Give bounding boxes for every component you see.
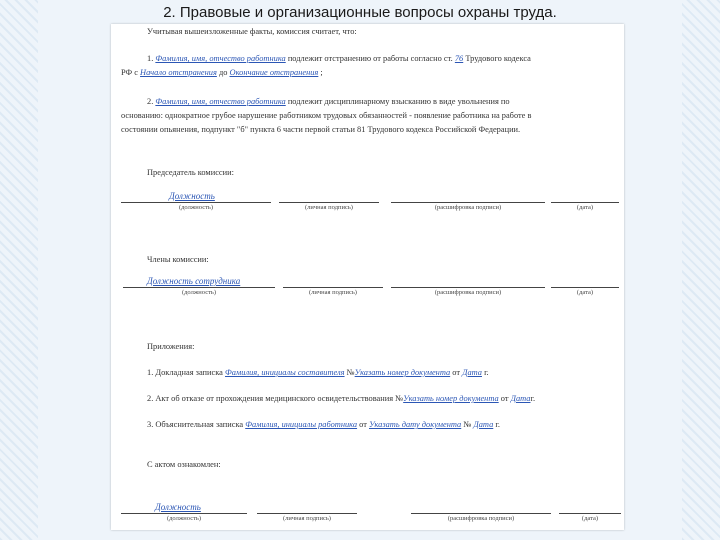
chair-heading: Председатель комиссии: — [147, 168, 234, 177]
chair-position-field[interactable]: Должность — [169, 191, 215, 201]
attachment-item-3 — [147, 420, 500, 429]
signature-line — [257, 513, 357, 514]
suspension-start-field[interactable]: Начало отстранения — [140, 68, 217, 77]
date-field[interactable]: Дата — [510, 394, 531, 403]
members-heading: Члены комиссии: — [147, 255, 209, 264]
document-number-field[interactable]: Указать номер документа — [403, 394, 499, 403]
caption-date: (дата) — [576, 204, 594, 211]
signature-line — [279, 202, 379, 203]
signature-line — [551, 287, 619, 288]
document-number-field[interactable]: Указать номер документа — [354, 368, 451, 377]
attachment-text: от — [359, 420, 367, 429]
paragraph-number: 1. — [147, 54, 154, 63]
signature-line — [283, 287, 383, 288]
paragraph-text: РФ с — [121, 68, 138, 77]
acquainted-position-field[interactable]: Должность — [155, 502, 201, 512]
attachment-text: от — [500, 394, 509, 403]
employee-name-field[interactable]: Фамилия, инициалы работника — [245, 420, 358, 429]
paragraph-text: подлежит отстранению от работы согласно ст. — [287, 54, 453, 63]
date-field[interactable]: Дата — [462, 368, 482, 377]
paragraph-text: подлежит дисциплинарному взысканию в виде увольнения по — [287, 97, 510, 106]
attachment-text: № — [346, 368, 355, 377]
document-page — [111, 24, 624, 530]
paragraph-text: ; — [320, 68, 323, 77]
attachment-item-1 — [147, 368, 489, 377]
caption-date: (дата) — [576, 289, 594, 296]
member-position-field[interactable]: Должность сотрудника — [147, 276, 241, 286]
caption-signature-decode: (расшифровка подписи) — [434, 289, 502, 296]
signature-line — [121, 513, 247, 514]
paragraph-1-line-2 — [121, 68, 323, 77]
signature-line — [551, 202, 619, 203]
signature-line — [123, 287, 275, 288]
signature-line — [391, 287, 545, 288]
suspension-end-field[interactable]: Окончание отстранения — [229, 68, 319, 77]
paragraph-number: 2. — [147, 97, 154, 106]
attachment-text: г. — [530, 394, 536, 403]
attachment-number: 1. — [147, 368, 154, 377]
paragraph-text: до — [218, 68, 228, 77]
attachment-text: г. — [495, 420, 500, 429]
employee-name-field[interactable]: Фамилия, имя, отчество работника — [155, 97, 286, 106]
caption-signature: (личная подпись) — [309, 289, 357, 296]
caption-position: (должность) — [166, 515, 202, 522]
attachment-number: 2. — [147, 394, 154, 403]
attachment-text: № — [463, 420, 472, 429]
attachment-text: Акт об отказе от прохождения медицинского освидетельствования № — [155, 394, 404, 403]
caption-signature: (личная подпись) — [305, 204, 353, 211]
slide-frame-right — [682, 0, 720, 540]
caption-position: (должность) — [178, 204, 214, 211]
caption-signature-decode: (расшифровка подписи) — [434, 204, 502, 211]
attachment-text: г. — [484, 368, 489, 377]
date-field[interactable]: Дата — [473, 420, 494, 429]
attachment-text: от — [452, 368, 461, 377]
caption-signature: (личная подпись) — [283, 515, 331, 522]
slide-frame-left — [0, 0, 38, 540]
attachment-item-2 — [147, 394, 535, 403]
paragraph-2-line-3: состоянии опьянения, подпункт "б" пункта 6 части первой статьи 81 Трудового кодекса Российской Федерации. — [121, 125, 521, 134]
attachment-text: Объяснительная записка — [155, 420, 244, 429]
paragraph-text: Трудового кодекса — [465, 54, 531, 63]
attachment-number: 3. — [147, 420, 154, 429]
employee-name-field[interactable]: Фамилия, имя, отчество работника — [155, 54, 286, 63]
signature-line — [411, 513, 551, 514]
slide-title: 2. Правовые и организационные вопросы охраны труда. — [163, 4, 557, 21]
article-number-field[interactable]: 76 — [454, 54, 464, 63]
signature-line — [559, 513, 621, 514]
caption-signature-decode: (расшифровка подписи) — [447, 515, 515, 522]
paragraph-2-line-2: основанию: однократное грубое нарушение работником трудовых обязанностей - появление работника на работе в — [121, 111, 532, 120]
paragraph-2-line-1 — [147, 97, 510, 106]
caption-date: (дата) — [581, 515, 599, 522]
paragraph-1-line-1 — [147, 54, 531, 63]
attachment-text: Докладная записка — [155, 368, 223, 377]
document-date-field[interactable]: Указать дату документа — [369, 420, 462, 429]
acquainted-heading: С актом ознакомлен: — [147, 460, 221, 469]
author-field[interactable]: Фамилия, инициалы составителя — [225, 368, 345, 377]
signature-line — [121, 202, 271, 203]
signature-line — [391, 202, 545, 203]
attachments-heading: Приложения: — [147, 342, 195, 351]
intro-text: Учитывая вышеизложенные факты, комиссия считает, что: — [147, 27, 357, 36]
caption-position: (должность) — [181, 289, 217, 296]
